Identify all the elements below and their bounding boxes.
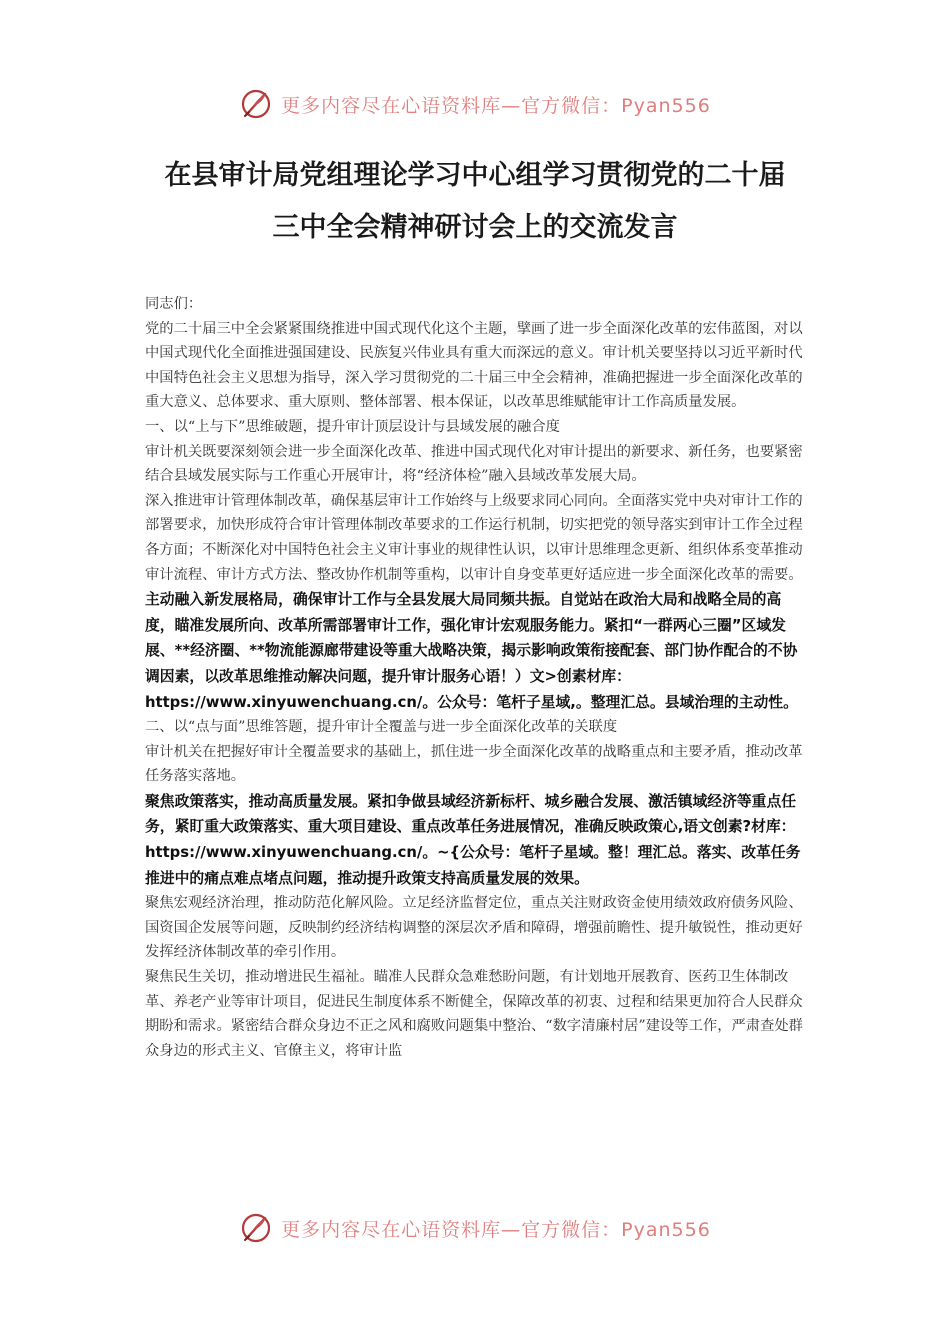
paragraph: 聚焦宏观经济治理，推动防范化解风险。立足经济监督定位，重点关注财政资金使用绩效政府债务风险、国资国企发展等问题，反映制约经济结构调整的深层次矛盾和障碍，增强前瞻性、提升敏锐性，推动更好发挥经济体制改革的牵引作用。 xyxy=(145,895,803,961)
quill-pen-logo-icon xyxy=(239,1211,273,1245)
paragraph: 审计机关既要深刻领会进一步全面深化改革、推进中国式现代化对审计提出的新要求、新任务，也要紧密结合县域发展实际与工作重心开展审计，将“经济体检”融入县域改革发展大局。 xyxy=(145,443,803,485)
document-body xyxy=(145,292,807,1063)
paragraph-emphasized: 主动融入新发展格局，确保审计工作与全县发展大局同频共振。自觉站在政治大局和战略全局的高度，瞄准发展所向、改革所需部署审计工作，强化审计宏观服务能力。紧扣“一群两心三圈”区域发展、**经济圈、**物流能源廊带建设等重大战略决策，揭示影响政策衔接配套、部门协作配合的不协调因素，以改革思维推动解决问题，提升审计服务心语！）文>创素材库：https://www.xinyuwenchuang.cn/。公众号：笔杆子星域,。整理汇总。县域治理的主动性。 xyxy=(145,591,798,711)
watermark-text: 更多内容尽在心语资料库—官方微信：Pyan556 xyxy=(281,94,711,117)
paragraph-emphasized: 聚焦政策落实，推动高质量发展。紧扣争做县域经济新标杆、城乡融合发展、激活镇域经济等重点任务，紧盯重大政策落实、重大项目建设、重点改革任务进展情况，准确反映政策心,语文创素?材库：https://www.xinyuwenchuang.cn/。~{公众号：笔杆子星域。整！理汇总。落实、改革任务推进中的痛点难点堵点问题，推动提升政策支持高质量发展的效果。 xyxy=(145,792,801,887)
watermark-banner-top xyxy=(0,84,950,124)
page-title xyxy=(100,150,850,254)
salutation: 同志们： xyxy=(145,296,203,312)
section-heading-1: 一、以“上与下”思维破题，提升审计顶层设计与县域发展的融合度 xyxy=(145,418,560,435)
section-heading-2: 二、以“点与面”思维答题，提升审计全覆盖与进一步全面深化改革的关联度 xyxy=(145,719,618,736)
quill-pen-logo-icon xyxy=(239,87,273,121)
paragraph-intro: 党的二十届三中全会紧紧围绕推进中国式现代化这个主题，擘画了进一步全面深化改革的宏伟蓝图，对以中国式现代化全面推进强国建设、民族复兴伟业具有重大而深远的意义。审计机关要坚持以习近平新时代中国特色社会主义思想为指导，深入学习贯彻党的二十届三中全会精神，准确把握进一步全面深化改革的重大意义、总体要求、重大原则、整体部署、根本保证，以改革思维赋能审计工作高质量发展。 xyxy=(145,320,803,411)
watermark-text: 更多内容尽在心语资料库—官方微信：Pyan556 xyxy=(281,1218,711,1241)
title-line-1: 在县审计局党组理论学习中心组学习贯彻党的二十届 xyxy=(164,160,786,191)
paragraph: 聚焦民生关切，推动增进民生福祉。瞄准人民群众急难愁盼问题，有计划地开展教育、医药卫生体制改革、养老产业等审计项目，促进民生制度体系不断健全，保障改革的初衷、过程和结果更加符合人民群众期盼和需求。紧密结合群众身边不正之风和腐败问题集中整治、“数字清廉村居”建设等工作，严肃查处群众身边的形式主义、官僚主义，将审计监 xyxy=(145,969,803,1059)
watermark-banner-bottom xyxy=(0,1208,950,1248)
title-line-2: 三中全会精神研讨会上的交流发言 xyxy=(272,212,678,243)
paragraph: 审计机关在把握好审计全覆盖要求的基础上，抓住进一步全面深化改革的战略重点和主要矛盾，推动改革任务落实落地。 xyxy=(145,743,803,785)
paragraph: 深入推进审计管理体制改革，确保基层审计工作始终与上级要求同心同向。全面落实党中央对审计工作的部署要求，加快形成符合审计管理体制改革要求的工作运行机制，切实把党的领导落实到审计工作全过程各方面；不断深化对中国特色社会主义审计事业的规律性认识，以审计思维理念更新、组织体系变革推动审计流程、审计方式方法、整改协作机制等重构，以审计自身变革更好适应进一步全面深化改革的需要。 xyxy=(145,492,803,583)
